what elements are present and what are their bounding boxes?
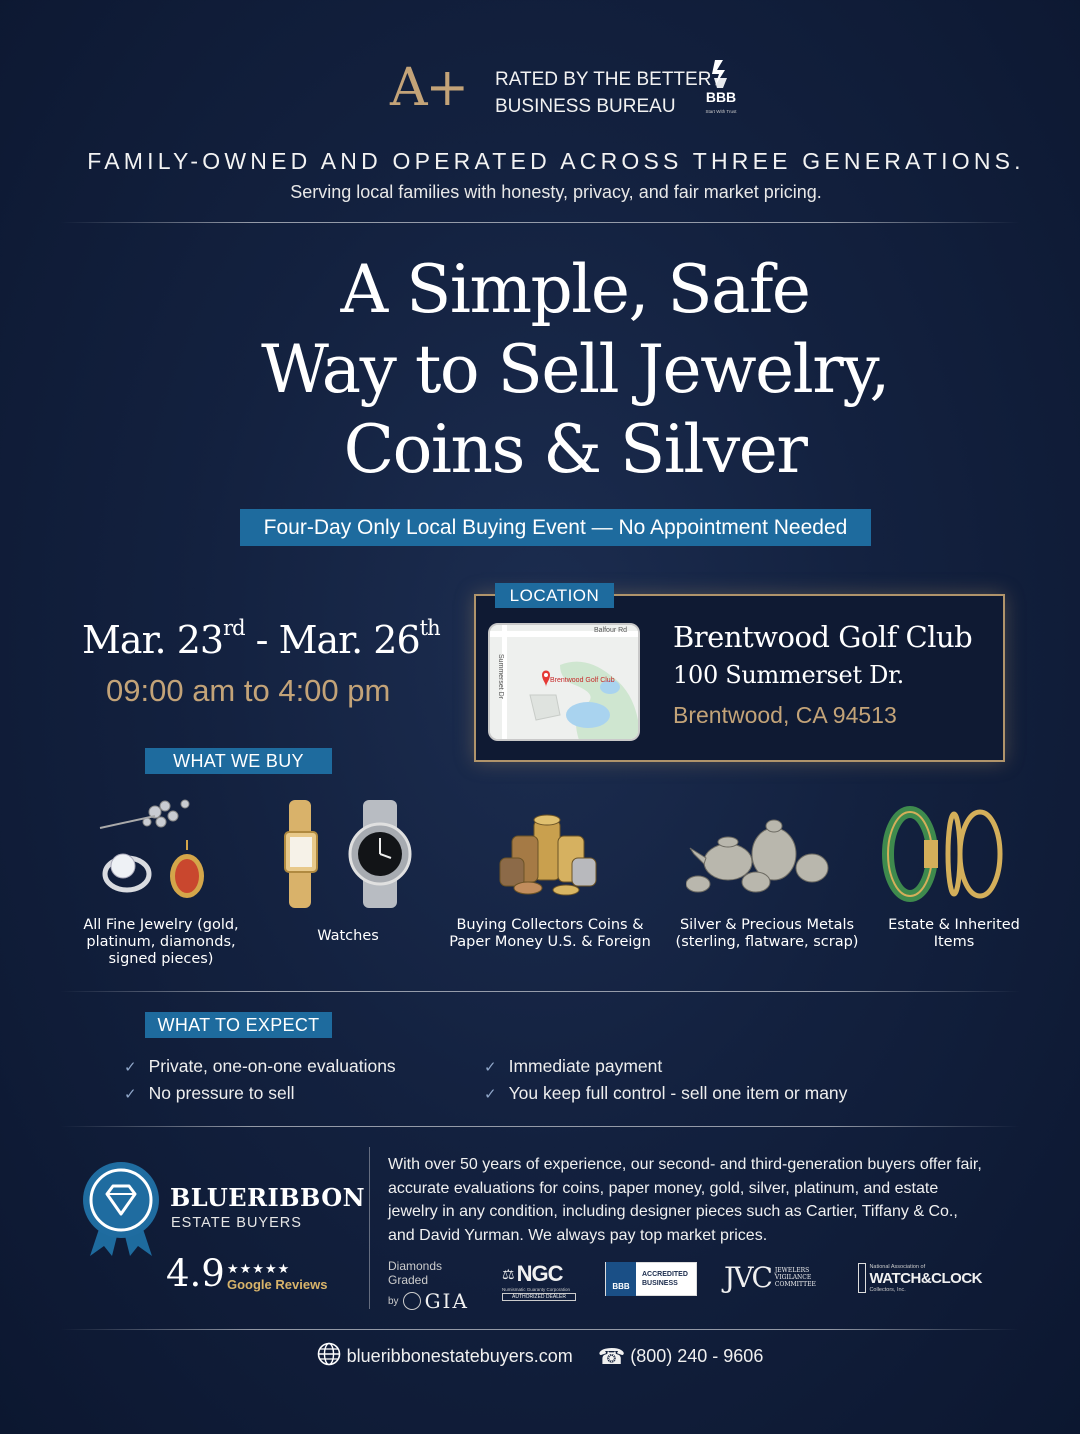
bbb-grade: A+ [390,58,468,118]
main-headline [0,250,1080,490]
website-link[interactable]: blueribbonestatebuyers.com [346,1346,573,1366]
ngc-sub: Numismatic Guaranty Corporation [502,1287,571,1292]
family-owned-heading: FAMILY-OWNED AND OPERATED ACROSS THREE GENERATIONS. [87,148,1025,174]
location-tag: LOCATION [495,583,614,608]
bbb-logo-tagline: Start With Trust [705,109,737,114]
expect-item [124,1083,294,1104]
phone-icon: ☎ [597,1343,626,1369]
expect-item [484,1056,662,1077]
expect-item [484,1083,847,1104]
venue-street: 100 Summerset Dr. [673,661,904,689]
what-to-expect-tag: WHAT TO EXPECT [145,1012,332,1038]
nawcc-top: National Association of [869,1263,926,1270]
silver-tea-set-icon [686,810,838,900]
start-date-suffix: rd [223,616,245,640]
bangles-icon [880,806,1010,902]
bbb-logo [701,58,741,120]
headline-line-3: Coins & Silver [343,411,807,488]
estate-caption: Estate & Inherited Items [888,917,1020,950]
map-road-top: Balfour Rd [594,627,628,634]
check-icon: ✓ [124,1059,137,1076]
divider [60,222,1020,223]
jvc-sub-1: JEWELERS [774,1267,810,1274]
phone-number[interactable]: (800) 240 - 9606 [630,1346,764,1366]
nawcc-badge [858,1263,982,1293]
jvc-sub-3: COMMITTEE [774,1281,816,1288]
event-banner: Four-Day Only Local Buying Event — No Appointment Needed [240,509,871,546]
blueribbon-logo [80,1160,162,1256]
check-icon: ✓ [484,1059,497,1076]
expect-item [124,1056,396,1077]
headline-line-1: A Simple, Safe [340,251,810,328]
silver-caption: Silver & Precious Metals (sterling, flatware, scrap) [675,917,859,950]
nawcc-text: WATCH&CLOCK [869,1269,982,1287]
bbb-rating-text [495,66,711,120]
globe-icon [317,1342,341,1371]
diamond-ribbon-icon [80,1160,162,1256]
venue-city: Brentwood, CA 94513 [673,702,897,728]
event-hours: 09:00 am to 4:00 pm [106,673,391,708]
jvc-text: JVC [724,1261,771,1294]
contact-footer [0,1342,1080,1371]
check-icon: ✓ [124,1086,137,1103]
ngc-badge [502,1261,576,1301]
map-road-left: Summerset Dr [497,653,505,700]
bbb-line-2: BUSINESS BUREAU [495,96,676,117]
coins-caption: Buying Collectors Coins & Paper Money U.S. & Foreign [449,917,651,950]
ngc-text: NGC [516,1261,563,1286]
bbb-logo-text: BBB [705,89,737,105]
expect-item-label: Immediate payment [508,1056,663,1076]
venue-name: Brentwood Golf Club [673,620,973,654]
expect-item-label: You keep full control - sell one item or many [508,1083,848,1103]
event-dates [82,618,440,662]
coins-icon [498,806,598,896]
divider [60,1126,1020,1127]
nawcc-bottom: Collectors, Inc. [869,1286,906,1293]
end-date: Mar. 26 [278,618,420,662]
jewelry-caption: All Fine Jewelry (gold, platinum, diamonds, signed pieces) [83,917,239,967]
check-icon: ✓ [484,1086,497,1103]
vertical-divider [369,1147,370,1309]
bbb-line-1: RATED BY THE BETTER [495,69,712,90]
date-separator: - [255,618,268,662]
rating-stars: ★★★★★ [227,1261,291,1276]
gia-text: GIA [424,1289,469,1313]
google-reviews-label: Google Reviews [227,1277,328,1292]
about-text: With over 50 years of experience, our second- and third-generation buyers offer fair, accurate evaluations for coins, paper money, gold, silver, platinum, and estate jewelry in any condition, including designer pieces such as Cartier, Tiffany & Co., and David Yurman. We always pay top market prices. [388,1156,982,1244]
gia-top-text: Diamonds Graded [388,1259,443,1287]
watches-caption: Watches [317,928,379,944]
divider [60,1329,1020,1330]
gia-by: by [388,1295,399,1307]
watch-icon [283,800,423,908]
nawcc-logo-icon [858,1263,866,1293]
location-map[interactable] [488,623,640,741]
divider [60,991,1020,992]
gia-badge [388,1259,478,1313]
scales-icon: ⚖ [502,1265,515,1282]
bbb-accredited-badge [605,1262,697,1296]
bbb-accredited-line-1: ACCREDITED [642,1271,688,1278]
serving-subline: Serving local families with honesty, privacy, and fair market pricing. [290,182,822,202]
gia-seal-icon [403,1292,421,1310]
expect-item-label: No pressure to sell [148,1083,295,1103]
headline-line-2: Way to Sell Jewelry, [261,331,889,408]
jvc-badge [724,1261,834,1294]
brand-subtitle: ESTATE BUYERS [171,1215,302,1231]
jewelry-icon [95,792,225,904]
map-pin-label: Brentwood Golf Club [550,677,615,684]
bbb-accredited-line-2: BUSINESS [642,1280,678,1287]
jvc-sub-2: VIGILANCE [774,1274,812,1281]
what-we-buy-tag: WHAT WE BUY [145,748,332,774]
google-rating: 4.9 [166,1252,225,1295]
expect-item-label: Private, one-on-one evaluations [148,1056,396,1076]
bbb-mini-logo-icon: BBB [606,1262,636,1296]
start-date: Mar. 23 [82,618,224,662]
ngc-dealer: AUTHORIZED DEALER [502,1293,576,1301]
end-date-suffix: th [419,616,440,640]
brand-name: BLUERIBBON [170,1183,366,1212]
